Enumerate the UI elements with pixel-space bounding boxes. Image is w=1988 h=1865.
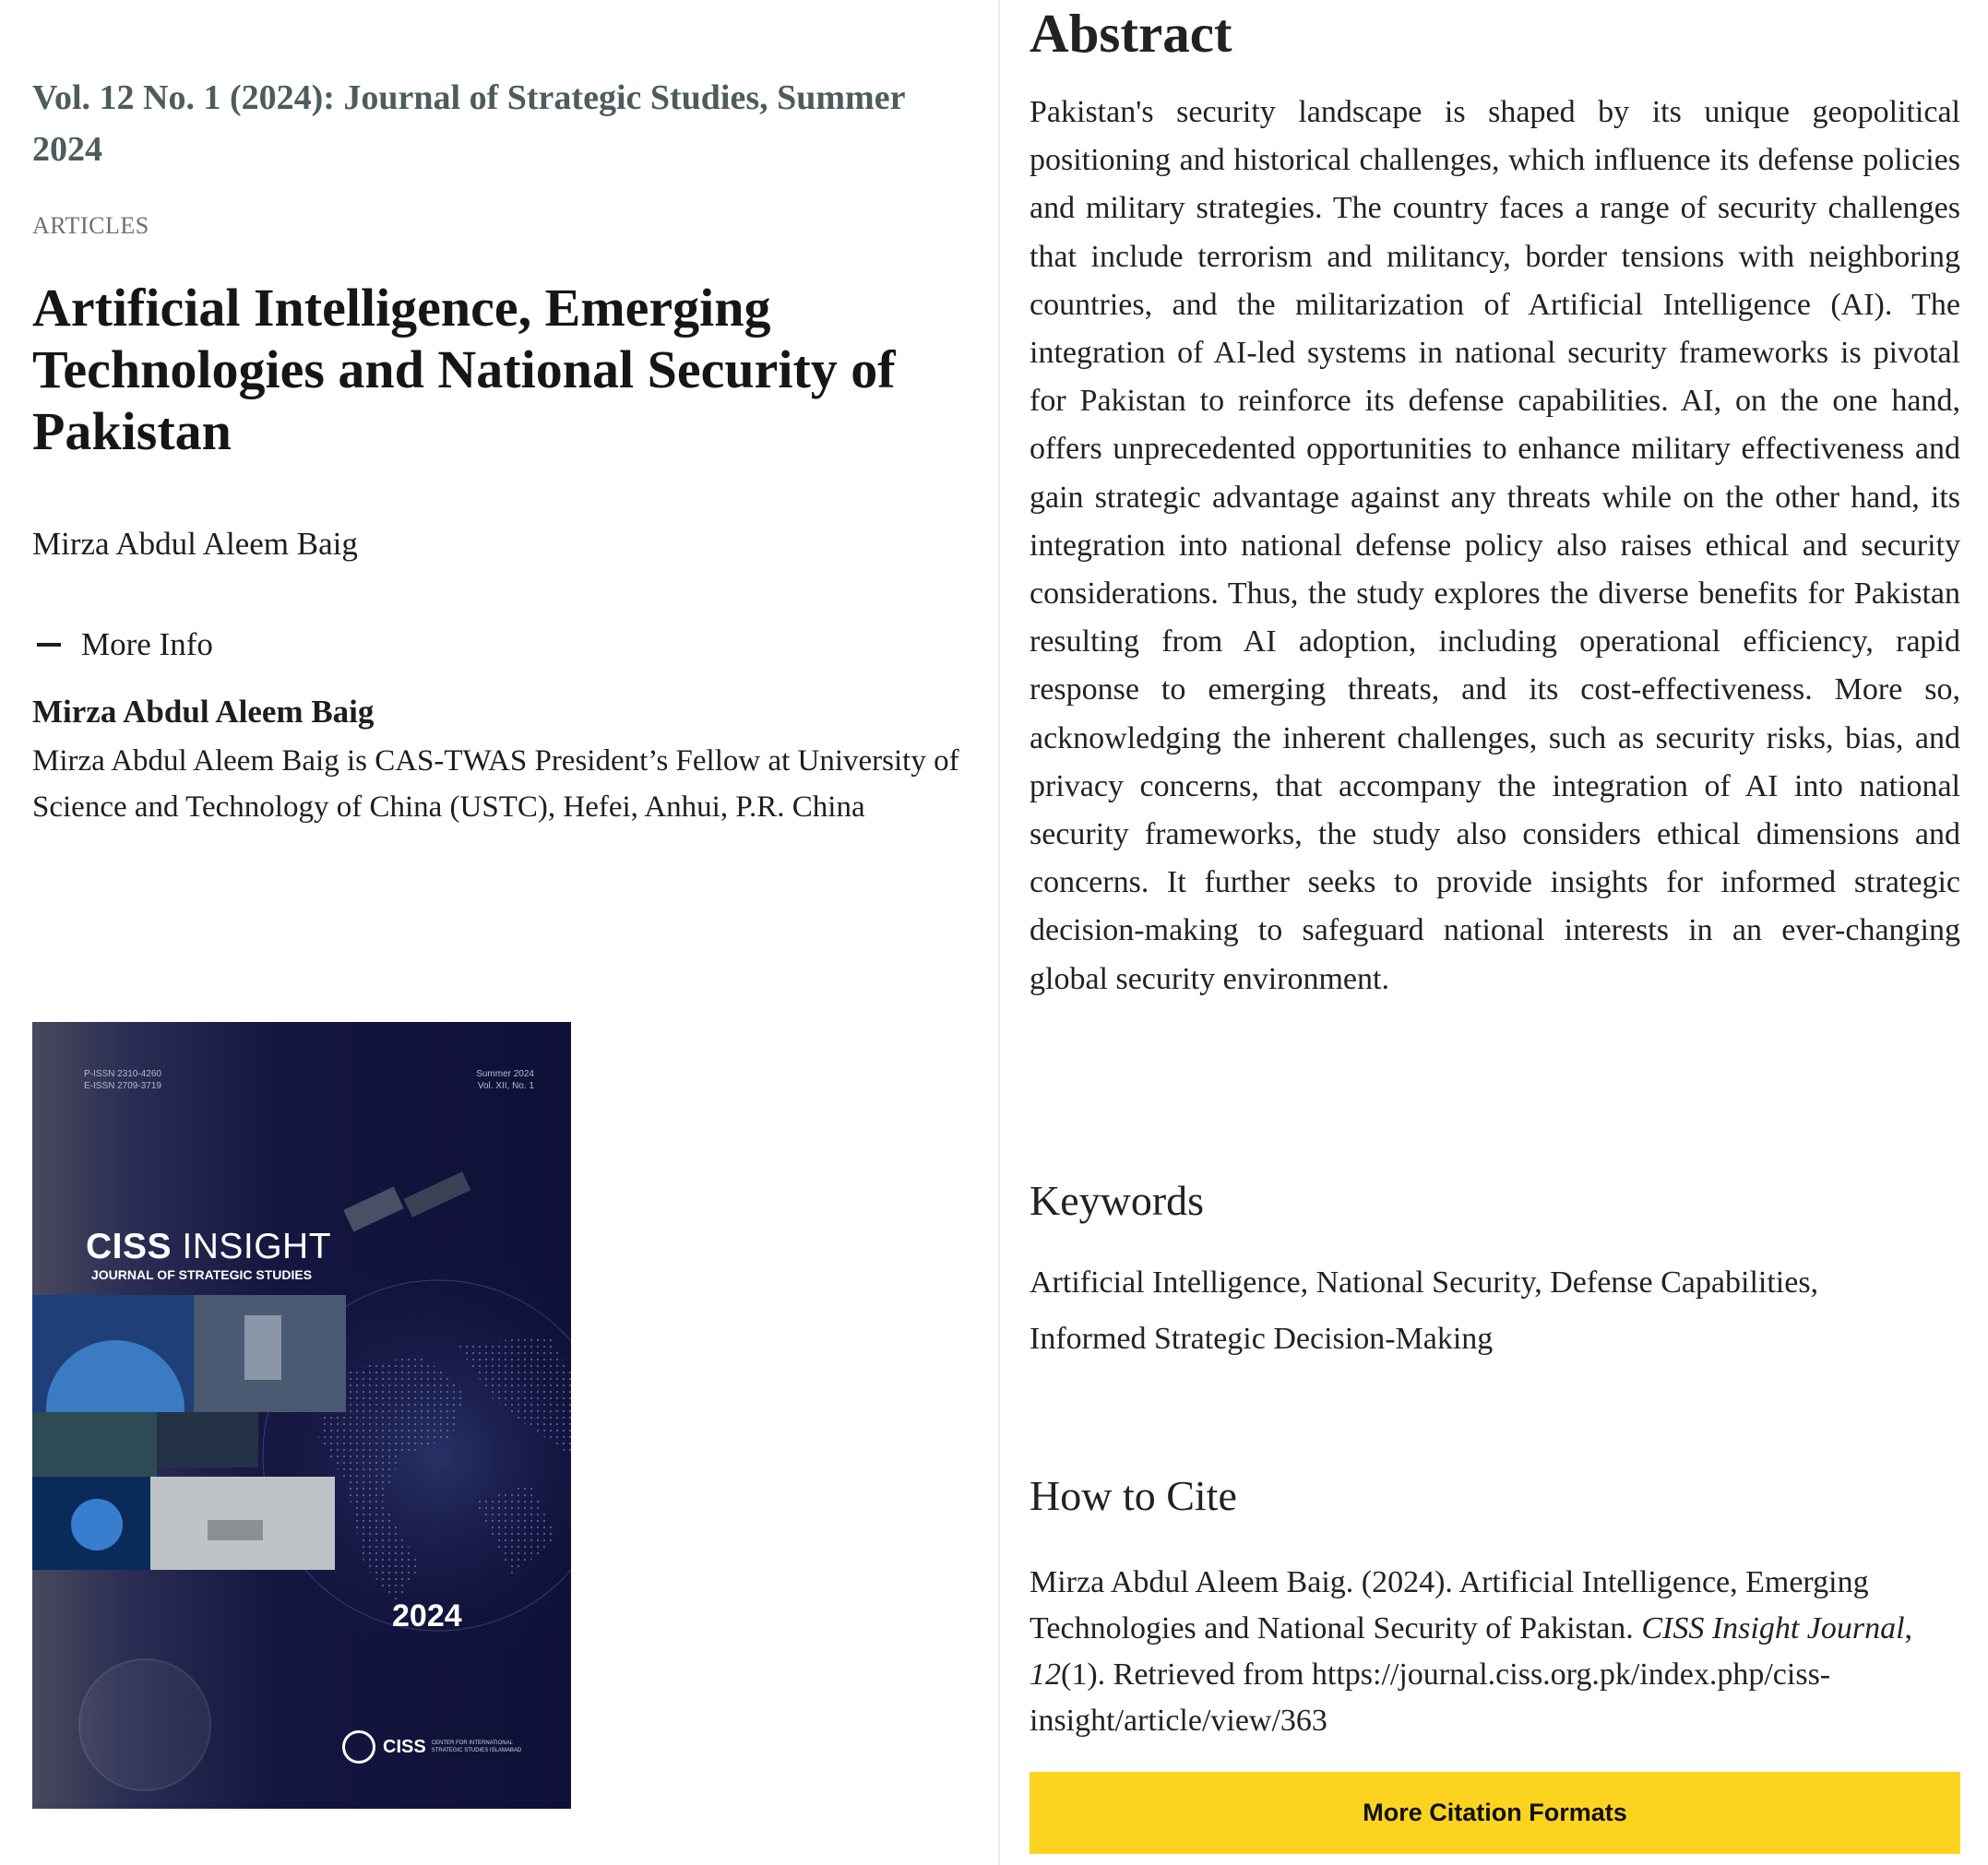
citation-journal: CISS Insight Journal [1641, 1611, 1905, 1645]
cover-logo-word: CISS [383, 1736, 426, 1757]
ciss-logo-icon [342, 1730, 375, 1764]
cover-brand-light: INSIGHT [182, 1227, 332, 1266]
cover-logo-line1: CENTER FOR INTERNATIONAL [431, 1740, 513, 1746]
minus-icon [37, 643, 61, 647]
citation-tail: (1). Retrieved from https://journal.ciss.org.pk/index.php/ciss-insight/article/view/363 [1030, 1657, 1831, 1738]
cover-issn [84, 1068, 161, 1092]
cover-seal [78, 1658, 211, 1791]
cover-volume-label: Vol. XII, No. 1 [477, 1081, 534, 1091]
cover-brand [86, 1227, 331, 1267]
cover-issn-online: E-ISSN 2709-3719 [84, 1081, 161, 1091]
keywords-line: Artificial Intelligence, National Security, Defense Capabilities, [1030, 1265, 1819, 1300]
citation-text [1030, 1560, 1960, 1744]
more-info-toggle[interactable] [37, 626, 213, 663]
article-main [1030, 0, 1960, 1865]
article-title: Artificial Intelligence, Emerging Technologies and National Security of Pakistan [32, 278, 896, 461]
bio-author-name: Mirza Abdul Aleem Baig [32, 694, 375, 730]
citation-lead: Mirza Abdul Aleem Baig. (2024). Artificial Intelligence, Emerging Technologies and National Security of Pakistan. [1030, 1565, 1869, 1645]
more-citation-formats-button[interactable]: More Citation Formats [1030, 1772, 1960, 1854]
cover-season [476, 1068, 534, 1092]
how-to-cite-heading: How to Cite [1030, 1472, 1237, 1519]
abstract-text: Pakistan's security landscape is shaped by its unique geopolitical positioning and historical challenges, which influence its defense policies and military strategies. The country faces a range of security challenges that include terrorism and militancy, border tensions with neighboring countries, and the militarization of Artificial Intelligence (AI). The integration of AI-led systems in national security frameworks is pivotal for Pakistan to reinforce its defense capabilities. AI, on the one hand, offers unprecedented opportunities to enhance military effectiveness and gain strategic advantage against any threats while on the other hand, its integration into national defense policy also raises ethical and security considerations. Thus, the study explores the diverse benefits for Pakistan resulting from AI adoption, including operational efficiency, rapid response to emerging threats, and its cost-effectiveness. More so, acknowledging the inherent challenges, such as security risks, bias, and privacy concerns, that accompany the integration of AI into national security frameworks, the study also considers ethical dimensions and concerns. It further seeks to provide insights for informed strategic decision-making to safeguard national interests in an ever-changing global security environment. [1030, 95, 1960, 996]
cover-season-label: Summer 2024 [476, 1069, 534, 1079]
author-bio: Mirza Abdul Aleem Baig is CAS-TWAS President’s Fellow at University of Science and Technology of China (USTC), Hefei, Anhui, P.R. China [32, 744, 959, 824]
cover-logo-line2: STRATEGIC STUDIES ISLAMABAD [431, 1748, 522, 1753]
keywords-line: Informed Strategic Decision-Making [1030, 1322, 1494, 1356]
cover-year: 2024 [392, 1598, 462, 1633]
cover-logo [342, 1730, 521, 1764]
abstract-heading: Abstract [1030, 3, 1232, 64]
section-label: ARTICLES [32, 212, 149, 239]
column-divider [998, 0, 1000, 1865]
cover-logo-caption [432, 1740, 522, 1754]
journal-cover-image [32, 1022, 571, 1809]
cover-brand-subtitle: JOURNAL OF STRATEGIC STUDIES [91, 1267, 313, 1282]
cover-brand-bold: CISS [86, 1227, 173, 1266]
author-name: Mirza Abdul Aleem Baig [32, 526, 358, 562]
keywords-heading: Keywords [1030, 1177, 1205, 1224]
cover-issn-print: P-ISSN 2310-4260 [84, 1069, 161, 1079]
more-info-label: More Info [81, 626, 213, 662]
citation-volume: 12 [1030, 1657, 1061, 1692]
issue-link[interactable]: Vol. 12 No. 1 (2024): Journal of Strategic Studies, Summer 2024 [32, 78, 905, 169]
keywords-list [1030, 1254, 1960, 1367]
citation-separator: , [1904, 1611, 1913, 1645]
